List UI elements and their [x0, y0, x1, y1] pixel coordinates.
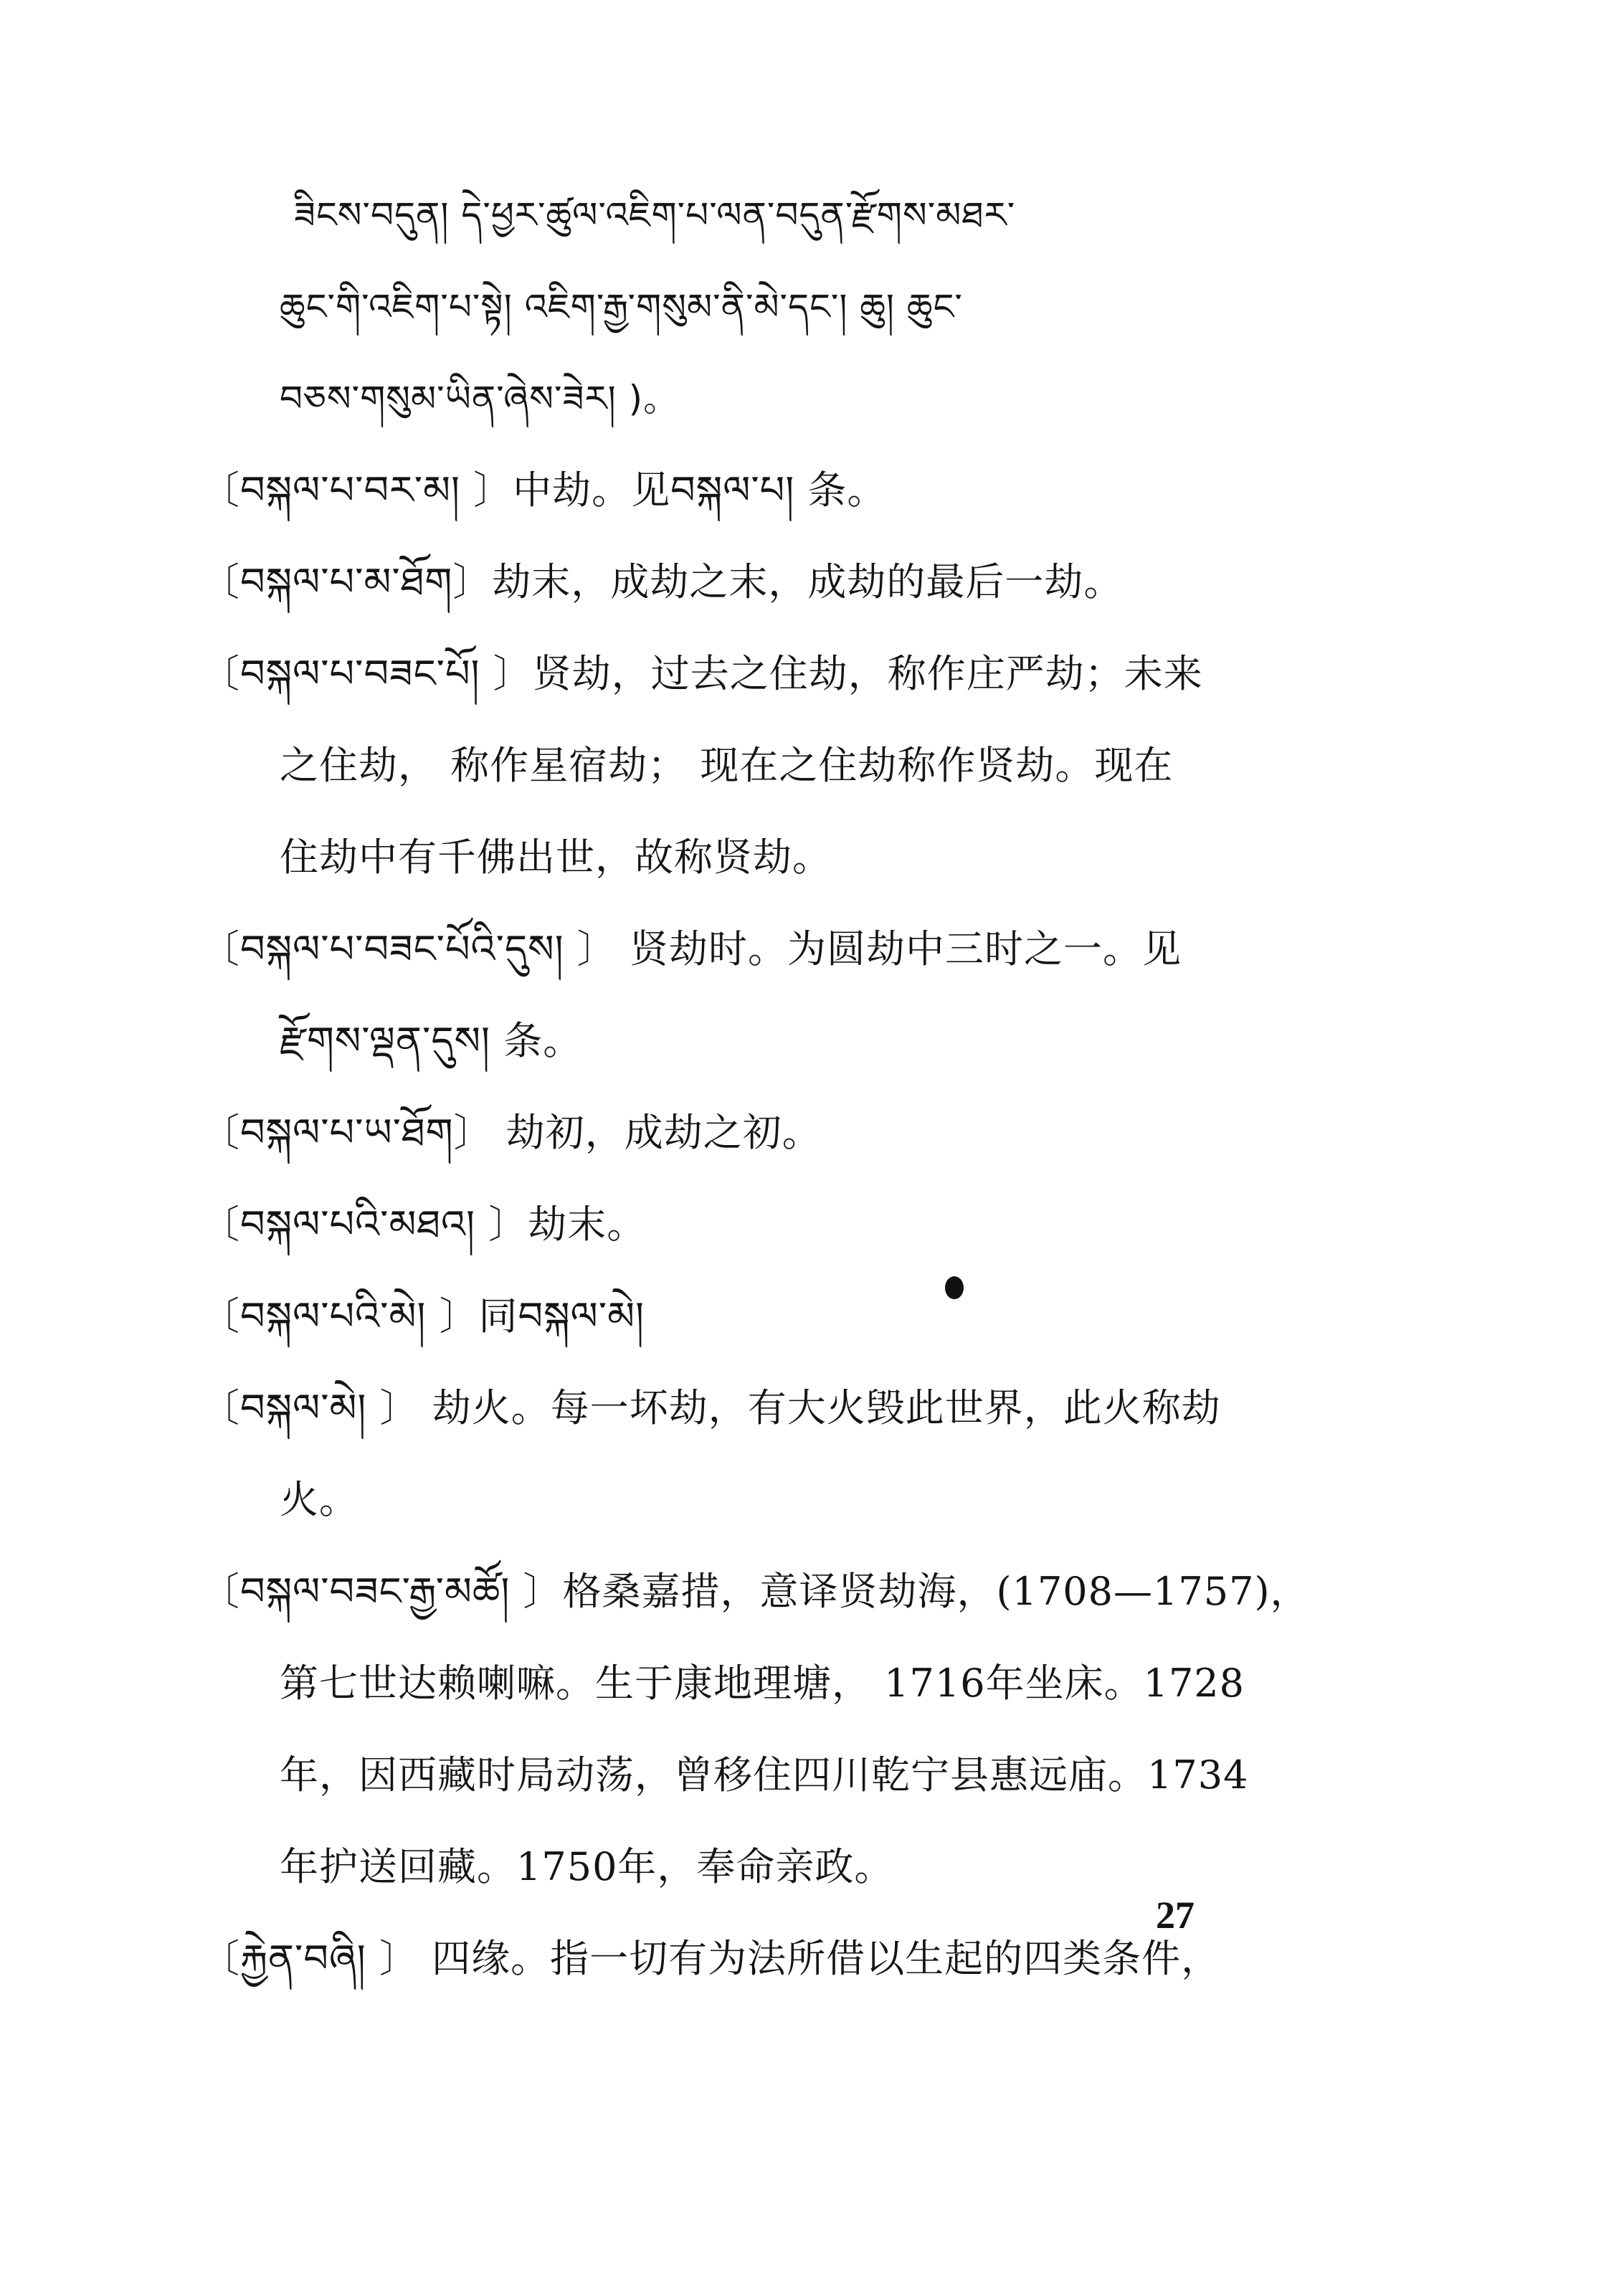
text-line: 火。	[280, 1477, 358, 1522]
ink-speck	[945, 1276, 964, 1299]
entry-line: 〔བསྐལ་མེ། 〕 劫火。每一坏劫，有大火毁此世界，此火称劫	[201, 1385, 1221, 1430]
entry-line: 〔བསྐལ་པ་ཡ་ཐོག〕 劫初，成劫之初。	[201, 1110, 822, 1155]
text-line: 住劫中有千佛出世，故称贤劫。	[280, 835, 832, 880]
text-line: ཟིངས་བདུན། དེ་ཕྱར་ཚུལ་འཇིག་པ་ལན་བདུན་རྫོགས་མཐར་	[294, 194, 1016, 236]
entry-line: 〔བསྐལ་པ་བཟང་པོའི་དུས། 〕 贤劫时。为圆劫中三时之一。见	[201, 926, 1182, 972]
text-line: 年护送回藏。1750年，奉命亲政。	[280, 1844, 894, 1889]
text-line: བཅས་གསུམ་ཡིན་ཞེས་ཟེར། )。	[280, 378, 680, 419]
page-number: 27	[1156, 1894, 1195, 1937]
text-line: རྫོགས་ལྡན་དུས། 条。	[280, 1018, 583, 1063]
text-line: ཆུང་གི་འཇིག་པ་སྟེ། འཇིག་རྒྱ་གསུམ་ནི་མེ་དང་། ཆུ། ཆུང་	[280, 286, 963, 328]
entry-line: 〔བསྐལ་པའི་མཐའ། 〕劫末。	[201, 1202, 647, 1247]
text-line: 第七世达赖喇嘛。生于康地理塘， 1716年坐床。1728	[280, 1661, 1245, 1706]
entry-line: 〔བསྐལ་པ་བར་མ། 〕中劫。见བསྐལ་པ། 条。	[201, 467, 887, 513]
entry-line: 〔བསྐལ་བཟང་རྒྱ་མཚོ། 〕格桑嘉措，意译贤劫海，(1708—1757)，	[201, 1569, 1310, 1614]
entry-line: 〔རྐྱེན་བཞི། 〕 四缘。指一切有为法所借以生起的四类条件，	[201, 1936, 1221, 1981]
entry-line: 〔བསྐལ་པའི་མེ། 〕同བསྐལ་མེ།	[201, 1293, 645, 1339]
entry-line: 〔བསྐལ་པ་མ་ཐོག〕劫末，成劫之末，成劫的最后一劫。	[201, 559, 1124, 604]
document-body	[201, 194, 1310, 2029]
entry-line: 〔བསྐལ་པ་བཟང་པོ། 〕贤劫，过去之住劫，称作庄严劫；未来	[201, 651, 1203, 696]
text-line: 之住劫， 称作星宿劫； 现在之住劫称作贤劫。现在	[280, 743, 1174, 788]
text-line: 年，因西藏时局动荡，曾移住四川乾宁县惠远庙。1734	[280, 1752, 1249, 1798]
